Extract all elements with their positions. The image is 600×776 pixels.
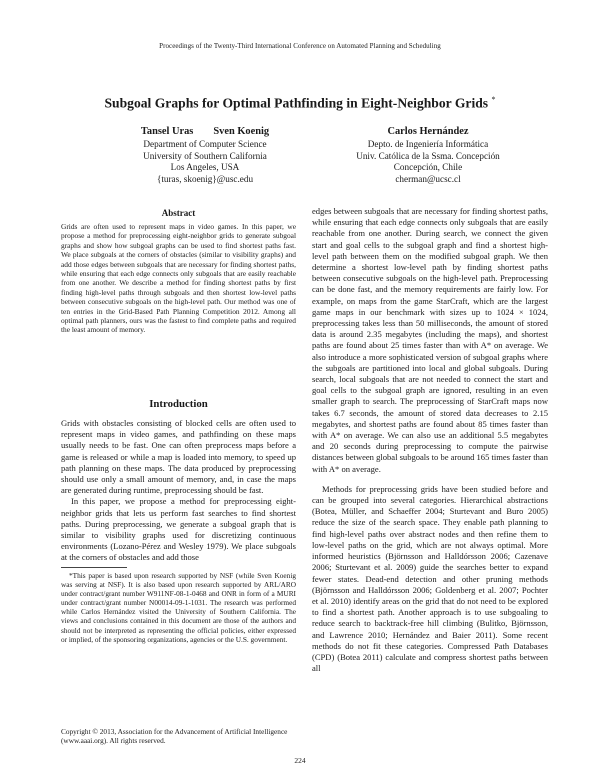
right-paragraph-1: edges between subgoals that are necessary for finding shortest paths, while ensuring that each edge connects only subgoals that are easily reachable from one another. During search, we connect the given start and goal cells to the subgoal graph and find a shortest high-level path between them on the modified subgoal graph. We then determine a shortest low-level path by finding shortest paths between consecutive subgoals on the high-level path. Preprocessing can be done fast, and the memory requirements are fairly low. For example, on maps from the game StarCraft, which are the largest game maps in our benchmark with sizes up to 1024 × 1024, preprocessing takes less than 50 milliseconds, the amount of stored data is around 2.35 megabytes (including the maps), and shortest paths are found about 25 times faster than with A* on average. We also introduce a more sophisticated version of subgoal graphs where the subgoals are partitioned into local and global subgoals. During search, local subgoals that are not needed to connect the start and goal cells to the subgoal graph are ignored, resulting in an even smaller graph to search. The preprocessing of StarCraft maps now takes 6.7 seconds, the amount of stored data decreases to 2.15 megabytes, and shortest paths are found about 85 times faster than with A* on average. We can also use an additional 5.5 megabytes and 20 seconds during preprocessing to compute the pairwise distances between global subgoals to be around 165 times faster than with A* on average. — [312, 206, 548, 474]
right-column-body — [312, 206, 548, 674]
proceedings-header: Proceedings of the Twenty-Third International Conference on Automated Planning and Scheduling — [159, 42, 441, 50]
author-affiliation-univ: University of Southern California — [143, 150, 267, 161]
footnote-text: *This paper is based upon research supported by NSF (while Sven Koenig was serving at NSF). It is also based upon research supported by ARL/ARO under contract/grant number W911NF-08-1-0468 and ONR in form of a MURI under contract/grant number N00014-09-1-1031. The research was performed while Carlos Hernández visited the University of Southern California. The views and conclusions contained in this document are those of the authors and should not be interpreted as representing the official policies, either expressed or implied, of the sponsoring organizations, agencies or the U.S. government. — [61, 571, 296, 644]
author-email: cherman@ucsc.cl — [395, 173, 461, 184]
abstract-text: Grids are often used to represent maps in video games. In this paper, we propose a method for preprocessing eight-neighbor grids to generate subgoal graphs and show how subgoal graphs can be used to find shortest paths fast. We place subgoals at the corners of obstacles (similar to visibility graphs) and add those edges between subgoals that are necessary for finding shortest paths, while ensuring that each edge connects only subgoals that are easily reachable from one another. We describe a method for finding shortest paths by first finding high-level paths through subgoals and then shortest low-level paths between consecutive subgoals on the high-level path. Our method was one of ten entries in the Grid-Based Path Planning Competition 2012. Among all optimal path planners, ours was the fastest to find complete paths and required the least amount of memory. — [61, 222, 296, 335]
title-footnote-mark: * — [491, 95, 496, 104]
author-affiliation-dept: Department of Computer Science — [143, 139, 267, 150]
introduction-body — [61, 418, 296, 564]
author-affiliation-location: Los Angeles, USA — [170, 162, 240, 173]
page-number: 224 — [294, 756, 306, 765]
copyright-notice: Copyright © 2013, Association for the Advancement of Artificial Intelligence (www.aaai.org). All rights reserved. — [61, 727, 288, 746]
author-affiliation-dept: Depto. de Ingeniería Informática — [367, 139, 489, 150]
paper-title-text: Subgoal Graphs for Optimal Pathfinding in Eight-Neighbor Grids — [104, 95, 489, 111]
footnote-divider — [61, 567, 127, 568]
author-block-usc — [110, 126, 300, 185]
author-name-koenig: Sven Koenig — [213, 126, 270, 137]
author-block-ucsc — [318, 126, 538, 185]
intro-paragraph-1: Grids with obstacles consisting of blocked cells are often used to represent maps in video games, and pathfinding on these maps usually needs to be fast. One can often preprocess maps before a game is released or while a map is loaded into memory, to speed up path planning on these maps. The data produced by preprocessing should use only a small amount of memory, and, in case the maps are generated during runtime, preprocessing should be fast. — [61, 418, 296, 496]
author-name-hernandez: Carlos Hernández — [387, 126, 469, 137]
abstract-heading: Abstract — [161, 208, 196, 218]
footnote — [61, 571, 296, 644]
right-paragraph-2: Methods for preprocessing grids have been studied before and can be grouped into several categories. Hierarchical abstractions (Botea, Müller, and Schaeffer 2004; Sturtevant and Buro 2005) reduce the size of the search space. They enable path planning to find high-level paths over abstract nodes and then refine them to low-level paths on the grid, which are not always optimal. More informed heuristics (Björnsson and Halldórsson 2006; Cazenave 2006; Sturtevant et al. 2009) guide the searches better to expand fewer states. Dead-end detection and other pruning methods (Björnsson and Halldórsson 2006; Goldenberg et al. 2007; Pochter et al. 2010) identify areas on the grid that do not need to be explored to find a shortest path. Another approach is to use subgoaling to reduce search to backtrack-free hill climbing (Bulitko, Björnsson, and Lawrence 2010; Hernández and Baier 2011). Some recent methods do not fit these categories. Compressed Path Databases (CPD) (Botea 2011) calculate and compress shortest paths between all — [312, 483, 548, 674]
paper-title — [0, 95, 600, 112]
author-name-uras: Tansel Uras — [140, 126, 194, 137]
author-affiliation-univ: Univ. Católica de la Ssma. Concepción — [356, 150, 500, 161]
introduction-heading: Introduction — [149, 398, 208, 410]
intro-paragraph-2: In this paper, we propose a method for preprocessing eight-neighbor grids that lets us perform fast searches to find shortest paths. During preprocessing, we generate a subgoal graph that is similar to visibility graphs used for discretizing continuous environments (Lozano-Pérez and Wesley 1979). We place subgoals at the corners of obstacles and add those — [61, 496, 296, 563]
author-affiliation-location: Concepción, Chile — [393, 162, 463, 173]
author-email: {turas, skoenig}@usc.edu — [156, 173, 254, 184]
